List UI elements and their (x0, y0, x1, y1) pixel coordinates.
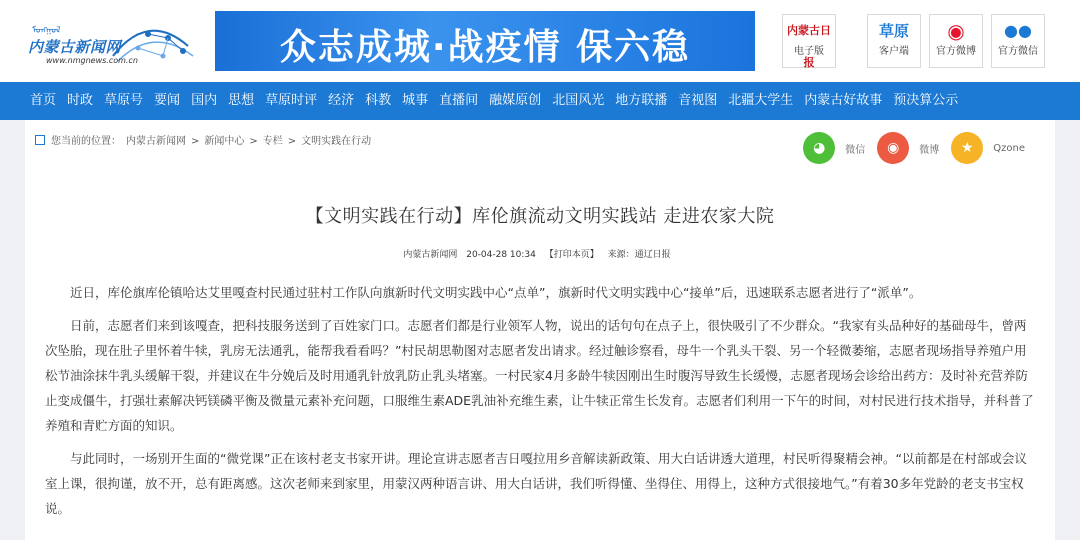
nav-item-caoyuanhao[interactable]: 草原号 (104, 93, 144, 108)
breadcrumb-item-current[interactable]: 文明实践在行动 (301, 136, 372, 147)
share-label-qzone[interactable]: Qzone (993, 142, 1025, 154)
location-icon (35, 135, 45, 145)
nav-item-domestic[interactable]: 国内 (191, 93, 218, 108)
nav-item-stories[interactable]: 内蒙古好故事 (804, 93, 883, 108)
breadcrumb-separator: > (249, 136, 258, 147)
breadcrumb-separator: > (287, 136, 297, 147)
article-date: 20-04-28 10:34 (466, 250, 536, 260)
nav-item-science-education[interactable]: 科教 (365, 93, 392, 108)
nav-item-economy[interactable]: 经济 (328, 93, 355, 108)
nav-item-budget[interactable]: 预决算公示 (893, 93, 959, 108)
breadcrumb-item-home[interactable]: 内蒙古新闻网 (126, 136, 186, 147)
article-paragraph: 近日，库伦旗库伦镇哈达艾里嘎查村民通过驻村工作队向旗新时代文明实践中心“点单”，旗新时代文明实践中心“接单”后，迅速联系志愿者进行了“派单”。 (70, 285, 922, 300)
banner-text: 众志成城·战疫情 保六稳 (279, 27, 691, 68)
breadcrumb-item-column[interactable]: 专栏 (262, 136, 283, 147)
quick-link-app[interactable] (867, 14, 921, 68)
article-paragraph: 日前，志愿者们来到该嘎查，把科技服务送到了百姓家门口。志愿者们都是行业领军人物，说出的话句句在点子上，很快吸引了不少群众。“我家有头品种好的基础母牛，曾两次坠胎，现在肚子里怀着牛犊，乳房无法通乳，能帮我看看吗？”村民胡思勒图对志愿者发出请求。经过触诊察看，母牛一个乳头干裂、另一个轻微萎缩，志愿者现场指导养殖户用松节油涂抹牛乳头缓解干裂，并建议在牛分娩后及时用通乳针放乳防止乳头堵塞。一村民家4月多龄牛犊因刚出生时腹泻导致生长缓慢，志愿者现场会诊给出药方：及时补充营养防止变成僵牛，打强壮素解决钙镁磷平衡及微量元素补充问题，口服维生素ADE乳油补充维生素，让牛犊正常生长发育。志愿者们利用一下午的时间，对村民进行技术指导，并科普了养殖和青贮方面的知识。 (45, 318, 1034, 433)
quick-link-label: 官方微博 (936, 46, 976, 57)
article-meta (25, 247, 1055, 260)
nav-item-commentary[interactable]: 草原时评 (265, 93, 318, 108)
nav-item-home[interactable]: 首页 (30, 93, 57, 108)
quick-link-wechat[interactable] (991, 14, 1045, 68)
logo-url: www.nmgnews.com.cn (46, 56, 138, 65)
share-label-weibo[interactable]: 微博 (919, 144, 940, 156)
article-card (25, 120, 1055, 540)
nav-item-video[interactable]: 音视图 (678, 93, 718, 108)
quick-link-label: 官方微信 (998, 46, 1038, 57)
newspaper-logo-icon: 内蒙古日报 (787, 24, 831, 69)
breadcrumb-separator: > (191, 136, 200, 147)
nav-item-city[interactable]: 城事 (402, 93, 429, 108)
article-paragraph: 与此同时，一场别开生面的“微党课”正在该村老支书家开讲。理论宣讲志愿者吉日嘎拉用乡音解读新政策、用大白话讲透大道理，村民听得聚精会神。“以前都是在村部或会议室上课，很拘谨，放不开，总有距离感。这次老师来到家里，用蒙汉两种语言讲、用大白话讲，我们听得懂、坐得住、用得上，这种方式很接地气。”有着30多年党龄的老支书宝权说。 (45, 451, 1027, 516)
quick-link-label: 电子版 (794, 46, 824, 57)
quick-link-weibo[interactable] (929, 14, 983, 68)
share-label-wechat[interactable]: 微信 (845, 144, 866, 156)
share-bar (803, 132, 1025, 164)
nav-item-headlines[interactable]: 要闻 (154, 93, 181, 108)
quick-link-epaper[interactable] (782, 14, 836, 68)
nav-item-students[interactable]: 北疆大学生 (728, 93, 794, 108)
nav-item-thought[interactable]: 思想 (228, 93, 255, 108)
article-title: 【文明实践在行动】库伦旗流动文明实践站 走进农家大院 (305, 206, 775, 227)
site-header (0, 0, 1080, 82)
logo-brand-name: 内蒙古新闻网 (28, 38, 122, 56)
article-origin: 来源：通辽日报 (607, 250, 671, 260)
weibo-icon: ◉ (947, 19, 965, 43)
wechat-icon: ●● (1004, 21, 1032, 40)
main-nav (0, 82, 1080, 120)
site-logo[interactable] (28, 16, 198, 70)
breadcrumb (35, 132, 376, 147)
logo-mongolian-text: ᠮᠣᠩᠭᠣᠯ (32, 26, 61, 36)
quick-link-label: 客户端 (879, 46, 909, 57)
print-link[interactable]: 【打印本页】 (544, 250, 599, 260)
breadcrumb-prefix: 您当前的位置： (51, 136, 121, 147)
campaign-banner[interactable] (215, 11, 755, 71)
nav-item-local[interactable]: 地方联播 (615, 93, 668, 108)
nav-item-live[interactable]: 直播间 (439, 93, 479, 108)
nav-item-original[interactable]: 融媒原创 (489, 93, 542, 108)
article-source: 内蒙古新闻网 (403, 250, 458, 260)
app-logo-icon: 草原 (878, 22, 909, 40)
article-body (45, 280, 1035, 529)
wechat-share-icon[interactable]: ◕ (803, 132, 835, 164)
breadcrumb-item-news[interactable]: 新闻中心 (204, 136, 245, 147)
qzone-share-icon[interactable]: ★ (951, 132, 983, 164)
nav-item-scenery[interactable]: 北国风光 (552, 93, 605, 108)
nav-item-politics[interactable]: 时政 (67, 93, 94, 108)
weibo-share-icon[interactable]: ◉ (877, 132, 909, 164)
